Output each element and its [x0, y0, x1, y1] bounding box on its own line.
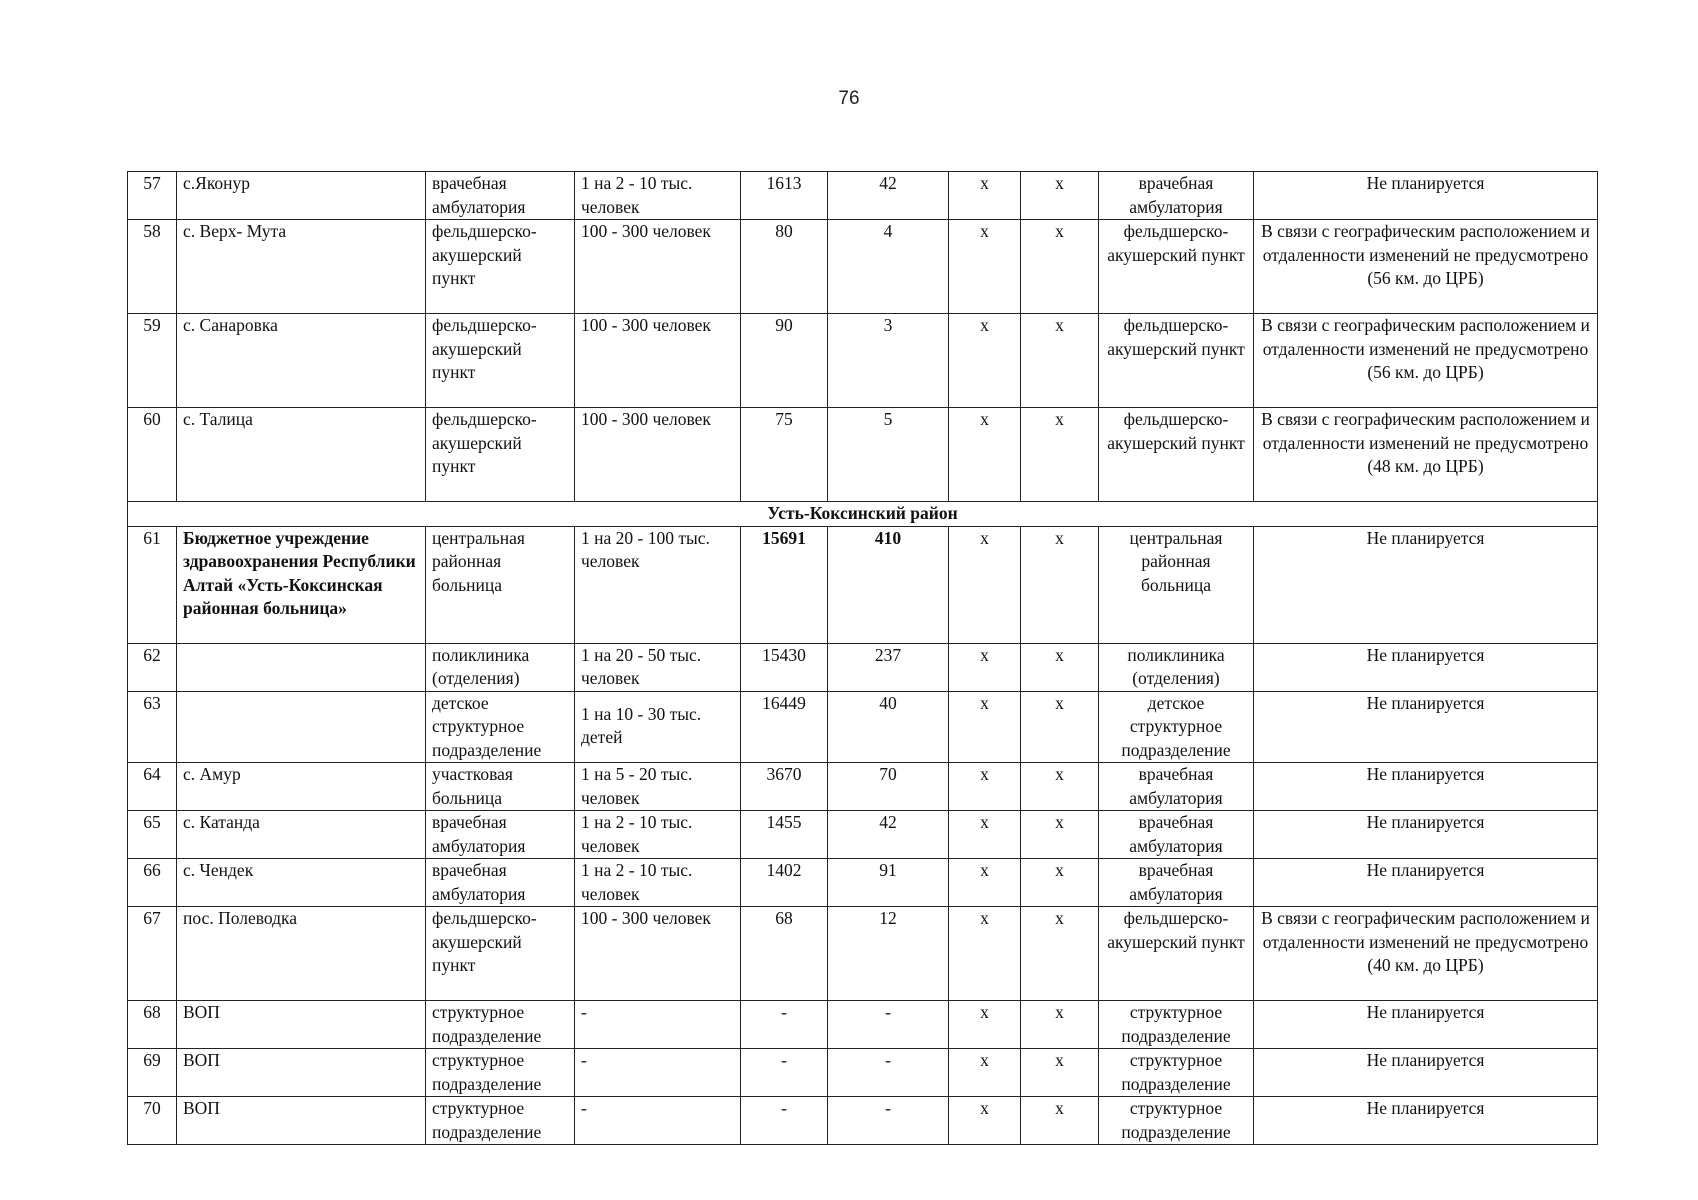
table-row: [128, 1097, 1598, 1145]
planned-type-cell: фельдшерско-акушерский пункт: [1099, 314, 1254, 408]
facility-name-cell: с. Амур: [177, 763, 426, 811]
table-row: [128, 691, 1598, 763]
facility-type-cell: детское структурное подразделение: [426, 691, 575, 763]
planned-type-cell: структурное подразделение: [1099, 1097, 1254, 1145]
population-norm-cell: 1 на 2 - 10 тыс. человек: [575, 172, 741, 220]
planned-type-cell: врачебная амбулатория: [1099, 172, 1254, 220]
planned-type-cell: фельдшерско-акушерский пункт: [1099, 220, 1254, 314]
facility-name-cell: с.Яконур: [177, 172, 426, 220]
planned-type-cell: детское структурное подразделение: [1099, 691, 1254, 763]
row-number-cell: 65: [128, 811, 177, 859]
mark-1-cell: х: [949, 408, 1021, 502]
planned-type-cell: врачебная амбулатория: [1099, 859, 1254, 907]
staff-count-cell: -: [828, 1049, 949, 1097]
row-number-cell: 67: [128, 907, 177, 1001]
staff-count-cell: 3: [828, 314, 949, 408]
population-norm-cell: 1 на 20 - 50 тыс. человек: [575, 643, 741, 691]
mark-2-cell: х: [1021, 691, 1099, 763]
planned-type-cell: структурное подразделение: [1099, 1001, 1254, 1049]
note-cell: В связи с географическим расположением и отдаленности изменений не предусмотрено (40 км. до ЦРБ): [1254, 907, 1598, 1001]
row-number-cell: 66: [128, 859, 177, 907]
note-cell: Не планируется: [1254, 172, 1598, 220]
table-row: [128, 763, 1598, 811]
note-cell: В связи с географическим расположением и отдаленности изменений не предусмотрено (56 км. до ЦРБ): [1254, 220, 1598, 314]
population-served-cell: -: [741, 1001, 828, 1049]
population-norm-cell: 1 на 2 - 10 тыс. человек: [575, 859, 741, 907]
population-served-cell: 75: [741, 408, 828, 502]
population-served-cell: 1402: [741, 859, 828, 907]
row-number-cell: 60: [128, 408, 177, 502]
row-number-cell: 61: [128, 526, 177, 643]
population-served-cell: 15430: [741, 643, 828, 691]
mark-2-cell: х: [1021, 643, 1099, 691]
population-norm-cell: -: [575, 1049, 741, 1097]
mark-2-cell: х: [1021, 314, 1099, 408]
row-number-cell: 70: [128, 1097, 177, 1145]
note-cell: Не планируется: [1254, 643, 1598, 691]
mark-2-cell: х: [1021, 811, 1099, 859]
facility-type-cell: поликлиника (отделения): [426, 643, 575, 691]
note-cell: Не планируется: [1254, 811, 1598, 859]
population-norm-cell: 1 на 2 - 10 тыс. человек: [575, 811, 741, 859]
row-number-cell: 68: [128, 1001, 177, 1049]
facility-name-cell: Бюджетное учреждение здравоохранения Республики Алтай «Усть-Коксинская районная больница»: [177, 526, 426, 643]
row-number-cell: 69: [128, 1049, 177, 1097]
mark-2-cell: х: [1021, 408, 1099, 502]
row-number-cell: 59: [128, 314, 177, 408]
table-row: [128, 172, 1598, 220]
table-row: [128, 220, 1598, 314]
row-number-cell: 62: [128, 643, 177, 691]
staff-count-cell: 70: [828, 763, 949, 811]
mark-1-cell: х: [949, 763, 1021, 811]
facility-name-cell: с. Катанда: [177, 811, 426, 859]
table-row: [128, 907, 1598, 1001]
mark-2-cell: х: [1021, 763, 1099, 811]
mark-1-cell: х: [949, 314, 1021, 408]
mark-2-cell: х: [1021, 220, 1099, 314]
row-number-cell: 64: [128, 763, 177, 811]
mark-1-cell: х: [949, 691, 1021, 763]
population-served-cell: 1613: [741, 172, 828, 220]
table-row: [128, 314, 1598, 408]
note-cell: Не планируется: [1254, 526, 1598, 643]
facility-name-cell: пос. Полеводка: [177, 907, 426, 1001]
planned-type-cell: врачебная амбулатория: [1099, 811, 1254, 859]
district-heading: Усть-Коксинский район: [128, 502, 1598, 527]
facility-name-cell: с. Санаровка: [177, 314, 426, 408]
table-row: [128, 1001, 1598, 1049]
population-served-cell: 16449: [741, 691, 828, 763]
facility-type-cell: фельдшерско-акушерский пункт: [426, 408, 575, 502]
mark-1-cell: х: [949, 1001, 1021, 1049]
facility-type-cell: структурное подразделение: [426, 1001, 575, 1049]
facility-name-cell: с. Чендек: [177, 859, 426, 907]
note-cell: Не планируется: [1254, 1049, 1598, 1097]
note-cell: Не планируется: [1254, 763, 1598, 811]
mark-1-cell: х: [949, 526, 1021, 643]
population-served-cell: 90: [741, 314, 828, 408]
planned-type-cell: фельдшерско-акушерский пункт: [1099, 907, 1254, 1001]
facility-type-cell: центральная районная больница: [426, 526, 575, 643]
row-number-cell: 58: [128, 220, 177, 314]
planned-type-cell: структурное подразделение: [1099, 1049, 1254, 1097]
note-cell: В связи с географическим расположением и отдаленности изменений не предусмотрено (56 км. до ЦРБ): [1254, 314, 1598, 408]
facility-type-cell: структурное подразделение: [426, 1097, 575, 1145]
mark-1-cell: х: [949, 1049, 1021, 1097]
mark-2-cell: х: [1021, 526, 1099, 643]
planned-type-cell: фельдшерско-акушерский пункт: [1099, 408, 1254, 502]
population-served-cell: 15691: [741, 526, 828, 643]
facility-type-cell: структурное подразделение: [426, 1049, 575, 1097]
facility-name-cell: [177, 643, 426, 691]
facilities-table: [127, 171, 1598, 1145]
row-number-cell: 57: [128, 172, 177, 220]
staff-count-cell: 5: [828, 408, 949, 502]
staff-count-cell: 12: [828, 907, 949, 1001]
mark-2-cell: х: [1021, 1049, 1099, 1097]
mark-2-cell: х: [1021, 907, 1099, 1001]
note-cell: Не планируется: [1254, 691, 1598, 763]
note-cell: Не планируется: [1254, 1097, 1598, 1145]
staff-count-cell: -: [828, 1001, 949, 1049]
note-cell: Не планируется: [1254, 1001, 1598, 1049]
facility-name-cell: с. Талица: [177, 408, 426, 502]
district-row: [128, 502, 1598, 527]
staff-count-cell: 42: [828, 172, 949, 220]
population-norm-cell: -: [575, 1097, 741, 1145]
mark-1-cell: х: [949, 172, 1021, 220]
population-served-cell: 3670: [741, 763, 828, 811]
population-norm-cell: 1 на 20 - 100 тыс. человек: [575, 526, 741, 643]
mark-1-cell: х: [949, 811, 1021, 859]
staff-count-cell: 91: [828, 859, 949, 907]
table-row: [128, 408, 1598, 502]
mark-1-cell: х: [949, 859, 1021, 907]
mark-1-cell: х: [949, 643, 1021, 691]
staff-count-cell: -: [828, 1097, 949, 1145]
mark-1-cell: х: [949, 1097, 1021, 1145]
staff-count-cell: 237: [828, 643, 949, 691]
table-row: [128, 1049, 1598, 1097]
staff-count-cell: 40: [828, 691, 949, 763]
note-cell: В связи с географическим расположением и отдаленности изменений не предусмотрено (48 км. до ЦРБ): [1254, 408, 1598, 502]
mark-2-cell: х: [1021, 172, 1099, 220]
facility-type-cell: фельдшерско-акушерский пункт: [426, 220, 575, 314]
mark-2-cell: х: [1021, 1097, 1099, 1145]
mark-1-cell: х: [949, 907, 1021, 1001]
facility-name-cell: [177, 691, 426, 763]
planned-type-cell: поликлиника (отделения): [1099, 643, 1254, 691]
population-norm-cell: 1 на 10 - 30 тыс. детей: [575, 691, 741, 763]
population-norm-cell: 100 - 300 человек: [575, 907, 741, 1001]
table-row: [128, 526, 1598, 643]
mark-2-cell: х: [1021, 859, 1099, 907]
facility-type-cell: фельдшерско-акушерский пункт: [426, 314, 575, 408]
mark-1-cell: х: [949, 220, 1021, 314]
table-row: [128, 811, 1598, 859]
facility-type-cell: фельдшерско-акушерский пункт: [426, 907, 575, 1001]
population-served-cell: -: [741, 1097, 828, 1145]
page-number: 76: [838, 88, 860, 109]
facility-name-cell: ВОП: [177, 1049, 426, 1097]
facility-type-cell: участковая больница: [426, 763, 575, 811]
planned-type-cell: врачебная амбулатория: [1099, 763, 1254, 811]
facility-type-cell: врачебная амбулатория: [426, 859, 575, 907]
staff-count-cell: 4: [828, 220, 949, 314]
row-number-cell: 63: [128, 691, 177, 763]
population-norm-cell: 100 - 300 человек: [575, 220, 741, 314]
facility-name-cell: ВОП: [177, 1001, 426, 1049]
population-norm-cell: -: [575, 1001, 741, 1049]
population-served-cell: 1455: [741, 811, 828, 859]
population-served-cell: 80: [741, 220, 828, 314]
planned-type-cell: центральная районная больница: [1099, 526, 1254, 643]
facility-name-cell: ВОП: [177, 1097, 426, 1145]
population-norm-cell: 1 на 5 - 20 тыс. человек: [575, 763, 741, 811]
facility-type-cell: врачебная амбулатория: [426, 172, 575, 220]
facility-name-cell: с. Верх- Мута: [177, 220, 426, 314]
facility-type-cell: врачебная амбулатория: [426, 811, 575, 859]
staff-count-cell: 410: [828, 526, 949, 643]
note-cell: Не планируется: [1254, 859, 1598, 907]
population-norm-cell: 100 - 300 человек: [575, 408, 741, 502]
staff-count-cell: 42: [828, 811, 949, 859]
table-row: [128, 643, 1598, 691]
table-row: [128, 859, 1598, 907]
mark-2-cell: х: [1021, 1001, 1099, 1049]
population-norm-cell: 100 - 300 человек: [575, 314, 741, 408]
population-served-cell: -: [741, 1049, 828, 1097]
population-served-cell: 68: [741, 907, 828, 1001]
